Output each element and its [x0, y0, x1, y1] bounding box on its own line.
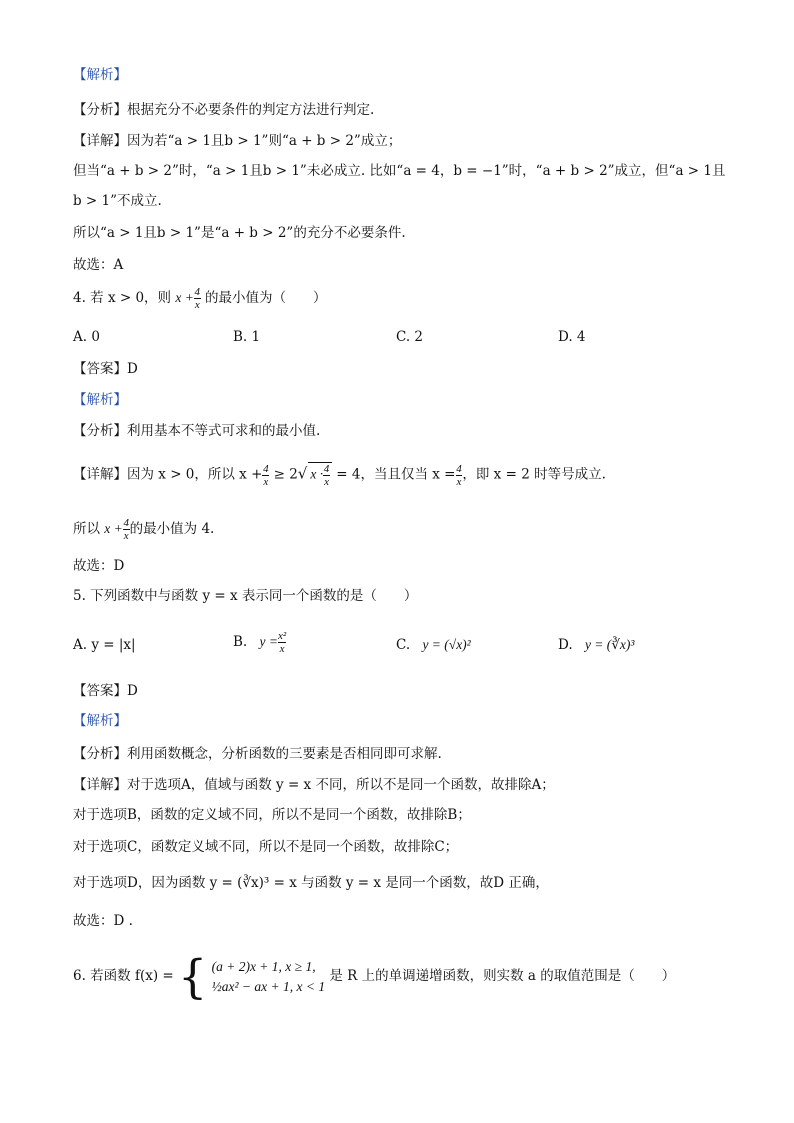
option-d: D. y = (∛x)³	[558, 637, 635, 653]
fraction-4-over-x: $\frac{4}{x}$	[263, 462, 269, 488]
question-6-stem: 6. 若函数 f(x) = { (a + 2)x + 1, x ≥ 1, ½ax² − ax + 1, x < 1 是 R 上的单调递增函数，则实数 a 的取值范围是（ ）	[73, 949, 676, 1004]
detail-line: 所以“a > 1且b > 1”是“a + b > 2”的充分不必要条件.	[73, 225, 406, 241]
detail-line: 【详解】因为 x > 0，所以 x + $\frac{4}{x}$ ≥ 2√ x · $\frac{4}{x}$ = 4，当且仅当 x = $\frac{4}{x}$ ，即 x = 2 时等号成立.	[73, 462, 606, 488]
detail-line: 对于选项D，因为函数 y = (∛x)³ = x 与函数 y = x 是同一个函数，故D 正确，	[73, 875, 549, 891]
sqrt-body: x · $\frac{4}{x}$	[308, 462, 332, 488]
left-brace-icon: {	[178, 949, 208, 1004]
option-a: A. 0	[73, 329, 100, 345]
question-5-stem: 5. 下列函数中与函数 y = x 表示同一个函数的是（ ）	[73, 588, 418, 604]
sqrt-icon: √	[297, 464, 308, 483]
detail-line: 对于选项B，函数的定义域不同，所以不是同一个函数，故排除B；	[73, 807, 471, 823]
question-4-stem	[73, 286, 327, 311]
answer-line: 【答案】D	[73, 361, 138, 377]
answer-line: 【答案】D	[73, 683, 138, 699]
conclusion-line: 所以 x + $\frac{4}{x}$ 的最小值为 4.	[73, 517, 215, 542]
piecewise-cases: (a + 2)x + 1, x ≥ 1, ½ax² − ax + 1, x < 1	[211, 958, 326, 994]
analysis-line: 【分析】根据充分不必要条件的判定方法进行判定.	[73, 102, 375, 118]
option-b: B. y = $\frac{\text{x²}}{x}$	[233, 630, 287, 655]
choice-line: 故选：D	[73, 558, 125, 574]
fraction-4-over-x: $\frac{4}{x}$	[194, 286, 201, 311]
detail-line: 【详解】对于选项A，值域与函数 y = x 不同，所以不是同一个函数，故排除A；	[73, 777, 555, 793]
option-c: C. y = (√x)²	[396, 637, 471, 653]
detail-line: 【详解】因为若“a > 1且b > 1”则“a + b > 2”成立；	[73, 133, 402, 149]
detail-line: b > 1”不成立.	[73, 193, 162, 209]
stem-text: 4. 若 x > 0，则	[73, 290, 172, 306]
jiexi-label: 【解析】	[73, 713, 127, 729]
jiexi-label: 【解析】	[73, 67, 127, 83]
detail-line: 对于选项C，函数定义域不同，所以不是同一个函数，故排除C；	[73, 839, 459, 855]
option-c: C. 2	[396, 329, 424, 345]
choice-line: 故选：A	[73, 257, 124, 273]
option-d: D. 4	[558, 329, 586, 345]
stem-text: 的最小值为（ ）	[205, 290, 327, 306]
analysis-line: 【分析】利用函数概念，分析函数的三要素是否相同即可求解.	[73, 746, 442, 762]
analysis-line: 【分析】利用基本不等式可求和的最小值.	[73, 423, 321, 439]
jiexi-label: 【解析】	[73, 392, 127, 408]
option-a: A. y = |x|	[73, 637, 136, 653]
option-b: B. 1	[233, 329, 261, 345]
fraction-4-over-x: $\frac{4}{x}$	[123, 517, 129, 542]
choice-line: 故选：D .	[73, 913, 133, 929]
detail-line: 但当“a + b > 2”时，“a > 1且b > 1”未必成立. 比如“a = 4，b = −1”时，“a + b > 2”成立，但“a > 1且	[73, 163, 726, 179]
expr-x: x +	[175, 290, 194, 305]
fraction-4-over-x: $\frac{4}{x}$	[456, 462, 462, 488]
